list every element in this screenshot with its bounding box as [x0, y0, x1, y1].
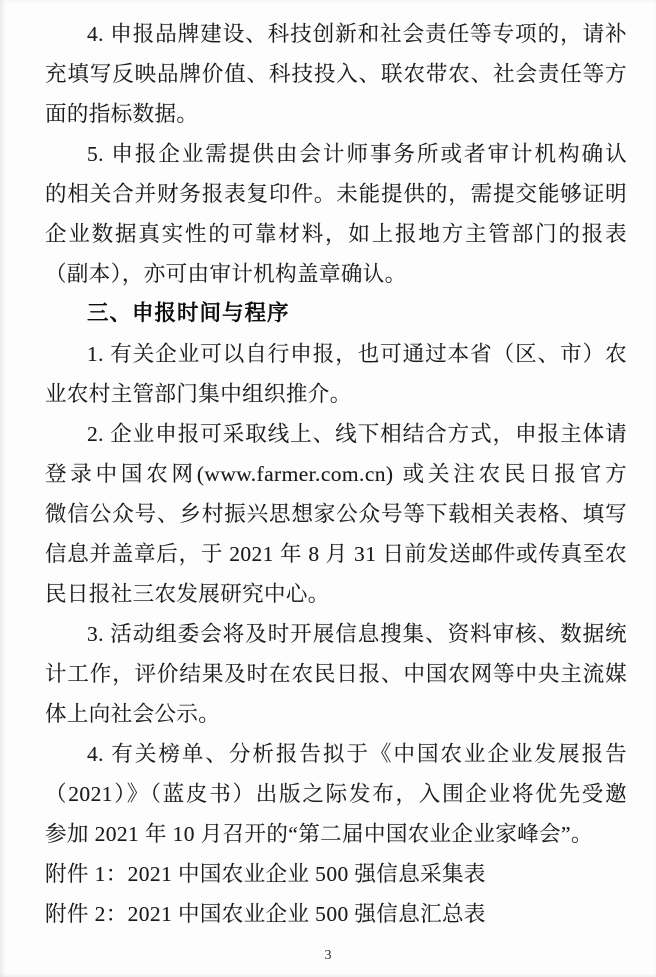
- paragraph-line: （副本），亦可由审计机构盖章确认。: [45, 262, 407, 286]
- attachment-line: 附件 1：2021 中国农业企业 500 强信息采集表: [45, 862, 486, 886]
- paragraph-line: 业农村主管部门集中组织推介。: [45, 382, 352, 406]
- document-body: [45, 14, 627, 934]
- page-number: 3: [324, 948, 332, 963]
- paragraph-line: 参加 2021 年 10 月召开的“第二届中国农业企业家峰会”。: [45, 822, 593, 846]
- paragraph-line: 体上向社会公示。: [45, 702, 221, 726]
- paragraph-line: 4. 有关榜单、分析报告拟于《中国农业企业发展报告: [87, 742, 627, 766]
- paragraph-line: 充填写反映品牌价值、科技投入、联农带农、社会责任等方: [45, 62, 627, 86]
- paragraph-line: 民日报社三农发展研究中心。: [45, 582, 330, 606]
- paragraph-line: 4. 申报品牌建设、科技创新和社会责任等专项的，请补: [87, 22, 627, 46]
- paragraph-line: 3. 活动组委会将及时开展信息搜集、资料审核、数据统: [87, 622, 627, 646]
- paragraph-line: 的相关合并财务报表复印件。未能提供的，需提交能够证明: [45, 182, 627, 206]
- paragraph-line: 1. 有关企业可以自行申报，也可通过本省（区、市）农: [87, 342, 627, 366]
- paragraph-line: 面的指标数据。: [45, 102, 199, 126]
- paragraph-line: 登录中国农网(www.farmer.com.cn) 或关注农民日报官方: [45, 462, 627, 486]
- section-heading: 三、申报时间与程序: [87, 301, 290, 326]
- attachment-line: 附件 2：2021 中国农业企业 500 强信息汇总表: [45, 902, 486, 926]
- paragraph-line: 企业数据真实性的可靠材料，如上报地方主管部门的报表: [45, 222, 627, 246]
- paragraph-line: 计工作，评价结果及时在农民日报、中国农网等中央主流媒: [45, 662, 627, 686]
- paragraph-line: 2. 企业申报可采取线上、线下相结合方式，申报主体请: [87, 422, 627, 446]
- paragraph-line: （2021）》（蓝皮书）出版之际发布，入围企业将优先受邀: [45, 782, 627, 806]
- paragraph-line: 信息并盖章后，于 2021 年 8 月 31 日前发送邮件或传真至农: [45, 542, 627, 566]
- paragraph-line: 微信公众号、乡村振兴思想家公众号等下载相关表格、填写: [45, 502, 627, 526]
- paragraph-line: 5. 申报企业需提供由会计师事务所或者审计机构确认: [87, 142, 627, 166]
